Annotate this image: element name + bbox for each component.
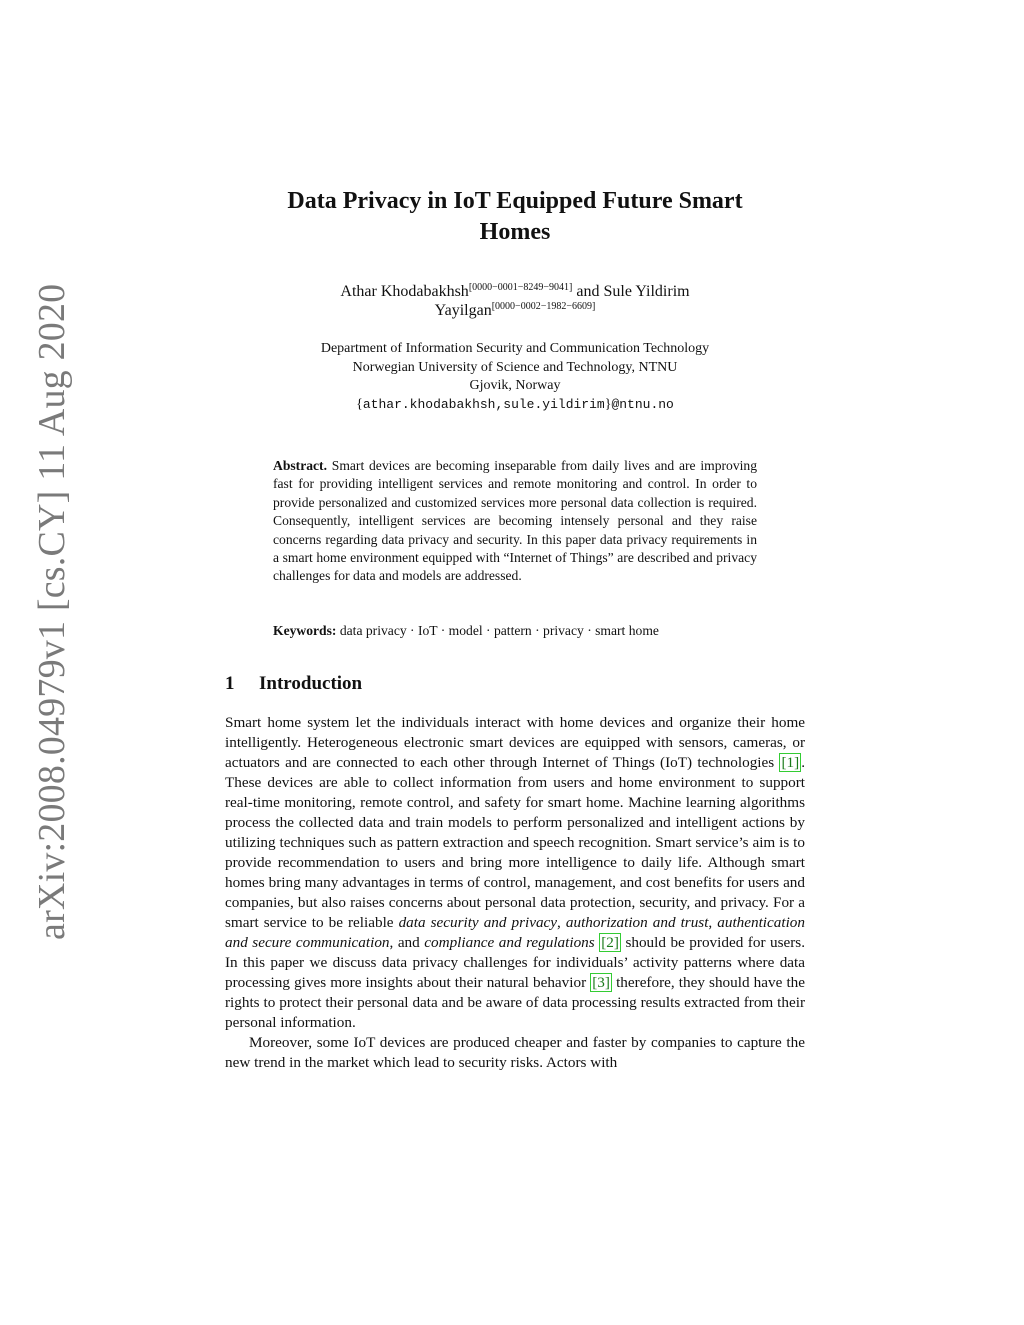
author2-orcid: [0000−0002−1982−6609]: [491, 301, 596, 312]
author-line-2: [260, 301, 770, 320]
abstract-text: Smart devices are becoming inseparable from daily lives and are improving fast for providing intelligent services and remote monitoring and control. In order to provide personalized and customized services more personal data collection is required. Consequently, intelligent services are becoming intensely personal and they raise concerns regarding data privacy and security. In this paper data privacy requirements in a smart home environment equipped with “Internet of Things” are described and privacy challenges for data and models are addressed.: [273, 458, 757, 584]
para1-text-1: Smart home system let the individuals interact with home devices and organize their home intelligently. Heterogeneous electronic smart devices are equipped with sensors, cameras, or actuators and are connected to each other through Internet of Things (IoT) technologies: [225, 714, 805, 771]
citation-link-1[interactable]: [1]: [781, 754, 800, 771]
para1-sep-1: ,: [557, 914, 566, 931]
author2-name-end: Yayilgan: [434, 302, 492, 319]
author-block: [260, 282, 770, 320]
author-emails: [260, 396, 770, 415]
email-brace-close: }: [604, 396, 612, 412]
author-line-1: [260, 282, 770, 301]
affiliation-university: Norwegian University of Science and Technology, NTNU: [352, 359, 678, 375]
abstract-label: Abstract.: [273, 458, 327, 473]
citation-link-2[interactable]: [2]: [601, 934, 619, 951]
para1-sep-3: , and: [389, 934, 425, 951]
emphasis-authentication: authentication and secure communication: [225, 914, 805, 951]
arxiv-identifier: arXiv:2008.04979v1 [cs.CY] 11 Aug 2020: [31, 283, 73, 940]
author1-orcid: [0000−0001−8249−9041]: [468, 282, 573, 293]
introduction-body: [225, 713, 805, 1073]
email-domain: @ntnu.no: [611, 396, 674, 412]
section-heading-introduction: [225, 673, 362, 695]
keywords: [273, 622, 757, 640]
para1-sep-2: ,: [708, 914, 718, 931]
title-line-2: Homes: [479, 219, 551, 245]
para1-text-2: . These devices are able to collect information from users and home environment to support real-time monitoring, remote control, and safety for smart home. Machine learning algorithms process the collected data and train models to perform personalized and intelligent actions by utilizing techniques such as pattern extraction and speech recognition. Smart service’s aim is to provide recommendation to users and bring more intelligence to daily life. Although smart homes bring many advantages in terms of control, management, and cost benefits for users and companies, but also raises concerns about personal data protection, security, and privacy. For a smart service to be reliable: [225, 754, 805, 931]
keywords-label: Keywords:: [273, 623, 337, 638]
para1-text-3: should be provided for users. In this paper we discuss data privacy challenges for individuals’ activity patterns where data processing gives more insights about their natural behavior: [225, 934, 806, 991]
section-number: 1: [225, 673, 235, 694]
affiliation-department: Department of Information Security and Communication Technology: [320, 341, 710, 356]
emphasis-compliance: compliance and regulations: [424, 934, 595, 951]
author2-name-start: and Sule Yildirim: [572, 283, 690, 300]
paragraph-1: [225, 713, 805, 1033]
title-line-1: Data Privacy in IoT Equipped Future Smart: [287, 188, 743, 214]
emphasis-data-security: data security and privacy: [398, 914, 558, 931]
section-title: Introduction: [259, 673, 363, 694]
para1-text-4: therefore, they should have the rights to protect their personal data and be aware of data processing results extracted from their personal information.: [225, 974, 805, 1031]
affiliation-location: Gjovik, Norway: [469, 378, 561, 393]
author1-name: Athar Khodabakhsh: [340, 283, 469, 300]
email-brace-open: {: [356, 396, 363, 412]
citation-link-3[interactable]: [3]: [592, 974, 610, 991]
affiliation-block: [260, 340, 770, 414]
email-users: athar.khodabakhsh,sule.yildirim: [362, 396, 605, 412]
paragraph-2: Moreover, some IoT devices are produced cheaper and faster by companies to capture the new trend in the market which lead to security risks. Actors with: [225, 1034, 805, 1071]
keywords-text: data privacy · IoT · model · pattern · privacy · smart home: [339, 623, 659, 638]
abstract: [273, 457, 757, 586]
emphasis-authorization: authorization and trust: [565, 914, 709, 931]
paper-title: [220, 186, 810, 248]
